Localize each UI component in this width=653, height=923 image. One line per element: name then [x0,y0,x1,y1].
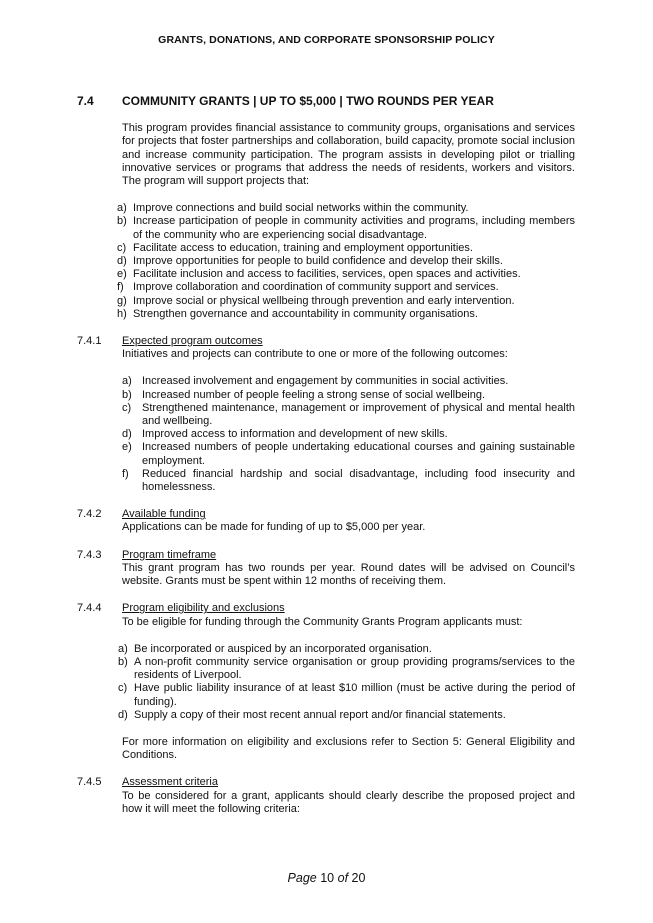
list-text: Increased number of people feeling a strong sense of social wellbeing. [142,388,486,401]
subsection-number: 7.4.4 [77,602,102,615]
list-letter: e) [117,268,127,281]
list-letter: f) [122,467,129,480]
list-letter: a) [118,642,128,655]
list-text: Improve connections and build social networks within the community. [133,202,469,215]
list-text: A non-profit community service organisation or group providing programs/services to the residents of Liverpool. [134,655,575,682]
outcomes-list [122,375,575,494]
list-text: Strengthened maintenance, management or improvement of physical and mental health and wellbeing. [142,401,575,428]
subsection-7-4-1 [77,335,575,361]
subsection-text: Initiatives and projects can contribute to one or more of the following outcomes: [122,348,508,361]
list-letter: b) [118,655,128,668]
section-intro: This program provides financial assistance to community groups, organisations and services for projects that foster partnerships and collaboration, build capacity, promote social inclusion and increase community participation. The program assists in developing pilot or trialling innovative services or programs that address the needs of residents, workers and visitors. The program will support projects that: [122,122,575,188]
section-number: 7.4 [77,94,94,108]
list-item [117,202,575,215]
eligibility-list [118,643,575,722]
page-footer [0,871,653,885]
list-item [122,402,575,428]
list-item [117,295,575,308]
page-label: Page [287,871,317,885]
list-item [122,468,575,494]
list-item [117,215,575,241]
list-letter: g) [117,294,127,307]
list-text: Increased involvement and engagement by communities in social activities. [142,375,509,388]
list-text: Improve collaboration and coordination of community support and services. [133,281,499,294]
subsection-7-4-2 [77,508,575,534]
document-header: GRANTS, DONATIONS, AND CORPORATE SPONSORSHIP POLICY [158,34,495,46]
list-item [117,308,575,321]
subsection-text: Applications can be made for funding of up to $5,000 per year. [122,521,426,534]
subsection-7-4-3 [77,549,575,589]
list-text: Have public liability insurance of at least $10 million (must be active during the period of funding). [134,682,575,708]
list-letter: b) [117,215,127,228]
list-item [122,441,575,467]
subsection-text: To be considered for a grant, applicants should clearly describe the proposed project and how it will meet the following criteria: [122,789,575,815]
list-letter: d) [122,428,132,441]
page-number: 10 [320,871,335,885]
list-letter: e) [122,441,132,454]
subsection-text: To be eligible for funding through the Community Grants Program applicants must: [122,615,523,628]
subsection-text: This grant program has two rounds per year. Round dates will be advised on Council’s website. Grants must be spent within 12 months of receiving them. [122,561,575,588]
list-text: Be incorporated or auspiced by an incorporated organisation. [134,642,432,655]
list-item [117,242,575,255]
list-letter: a) [122,375,132,388]
list-letter: d) [118,708,128,721]
list-text: Improved access to information and development of new skills. [142,428,448,441]
subsection-title: Program timeframe [122,548,217,561]
subsection-title: Assessment criteria [122,776,218,789]
list-item [117,255,575,268]
subsection-title: Program eligibility and exclusions [122,602,285,615]
list-text: Increase participation of people in community activities and programs, including members of the community who are experiencing social disadvantage. [133,215,575,241]
list-letter: f) [117,281,124,294]
list-letter: b) [122,388,132,401]
list-item [122,389,575,402]
list-letter: d) [117,255,127,268]
subsection-number: 7.4.5 [77,776,102,789]
list-text: Improve opportunities for people to build confidence and develop their skills. [133,255,503,268]
list-item [118,643,575,656]
list-item [118,656,575,682]
list-text: Supply a copy of their most recent annual report and/or financial statements. [134,708,506,721]
section-heading [77,95,575,108]
subsection-number: 7.4.1 [77,335,102,348]
subsection-7-4-4 [77,602,575,628]
section-title: COMMUNITY GRANTS | UP TO $5,000 | TWO ROUNDS PER YEAR [122,94,494,108]
list-text: Strengthen governance and accountability in community organisations. [133,307,478,320]
page-content [77,95,575,816]
subsection-number: 7.4.3 [77,548,102,561]
list-item [118,682,575,708]
list-letter: a) [117,202,127,215]
list-letter: c) [118,682,128,695]
page-of: of [337,871,349,885]
list-item [117,268,575,281]
list-text: Facilitate inclusion and access to facilities, services, open spaces and activities. [133,268,521,281]
list-letter: c) [122,401,132,414]
list-text: Facilitate access to education, training and employment opportunities. [133,241,473,254]
list-text: Increased numbers of people undertaking educational courses and gaining sustainable employment. [142,441,575,467]
list-item [118,709,575,722]
list-item [117,281,575,294]
subsection-number: 7.4.2 [77,508,102,521]
list-letter: c) [117,241,127,254]
eligibility-note: For more information on eligibility and exclusions refer to Section 5: General Eligibility and Conditions. [122,735,575,762]
subsection-title: Available funding [122,508,206,521]
list-text: Reduced financial hardship and social disadvantage, including food insecurity and homelessness. [142,467,575,494]
list-item [122,375,575,388]
subsection-title: Expected program outcomes [122,335,263,348]
page-total: 20 [351,871,366,885]
list-text: Improve social or physical wellbeing through prevention and early intervention. [133,294,515,307]
project-criteria-list [117,202,575,321]
list-item [122,428,575,441]
subsection-7-4-5 [77,776,575,816]
list-letter: h) [117,307,127,320]
